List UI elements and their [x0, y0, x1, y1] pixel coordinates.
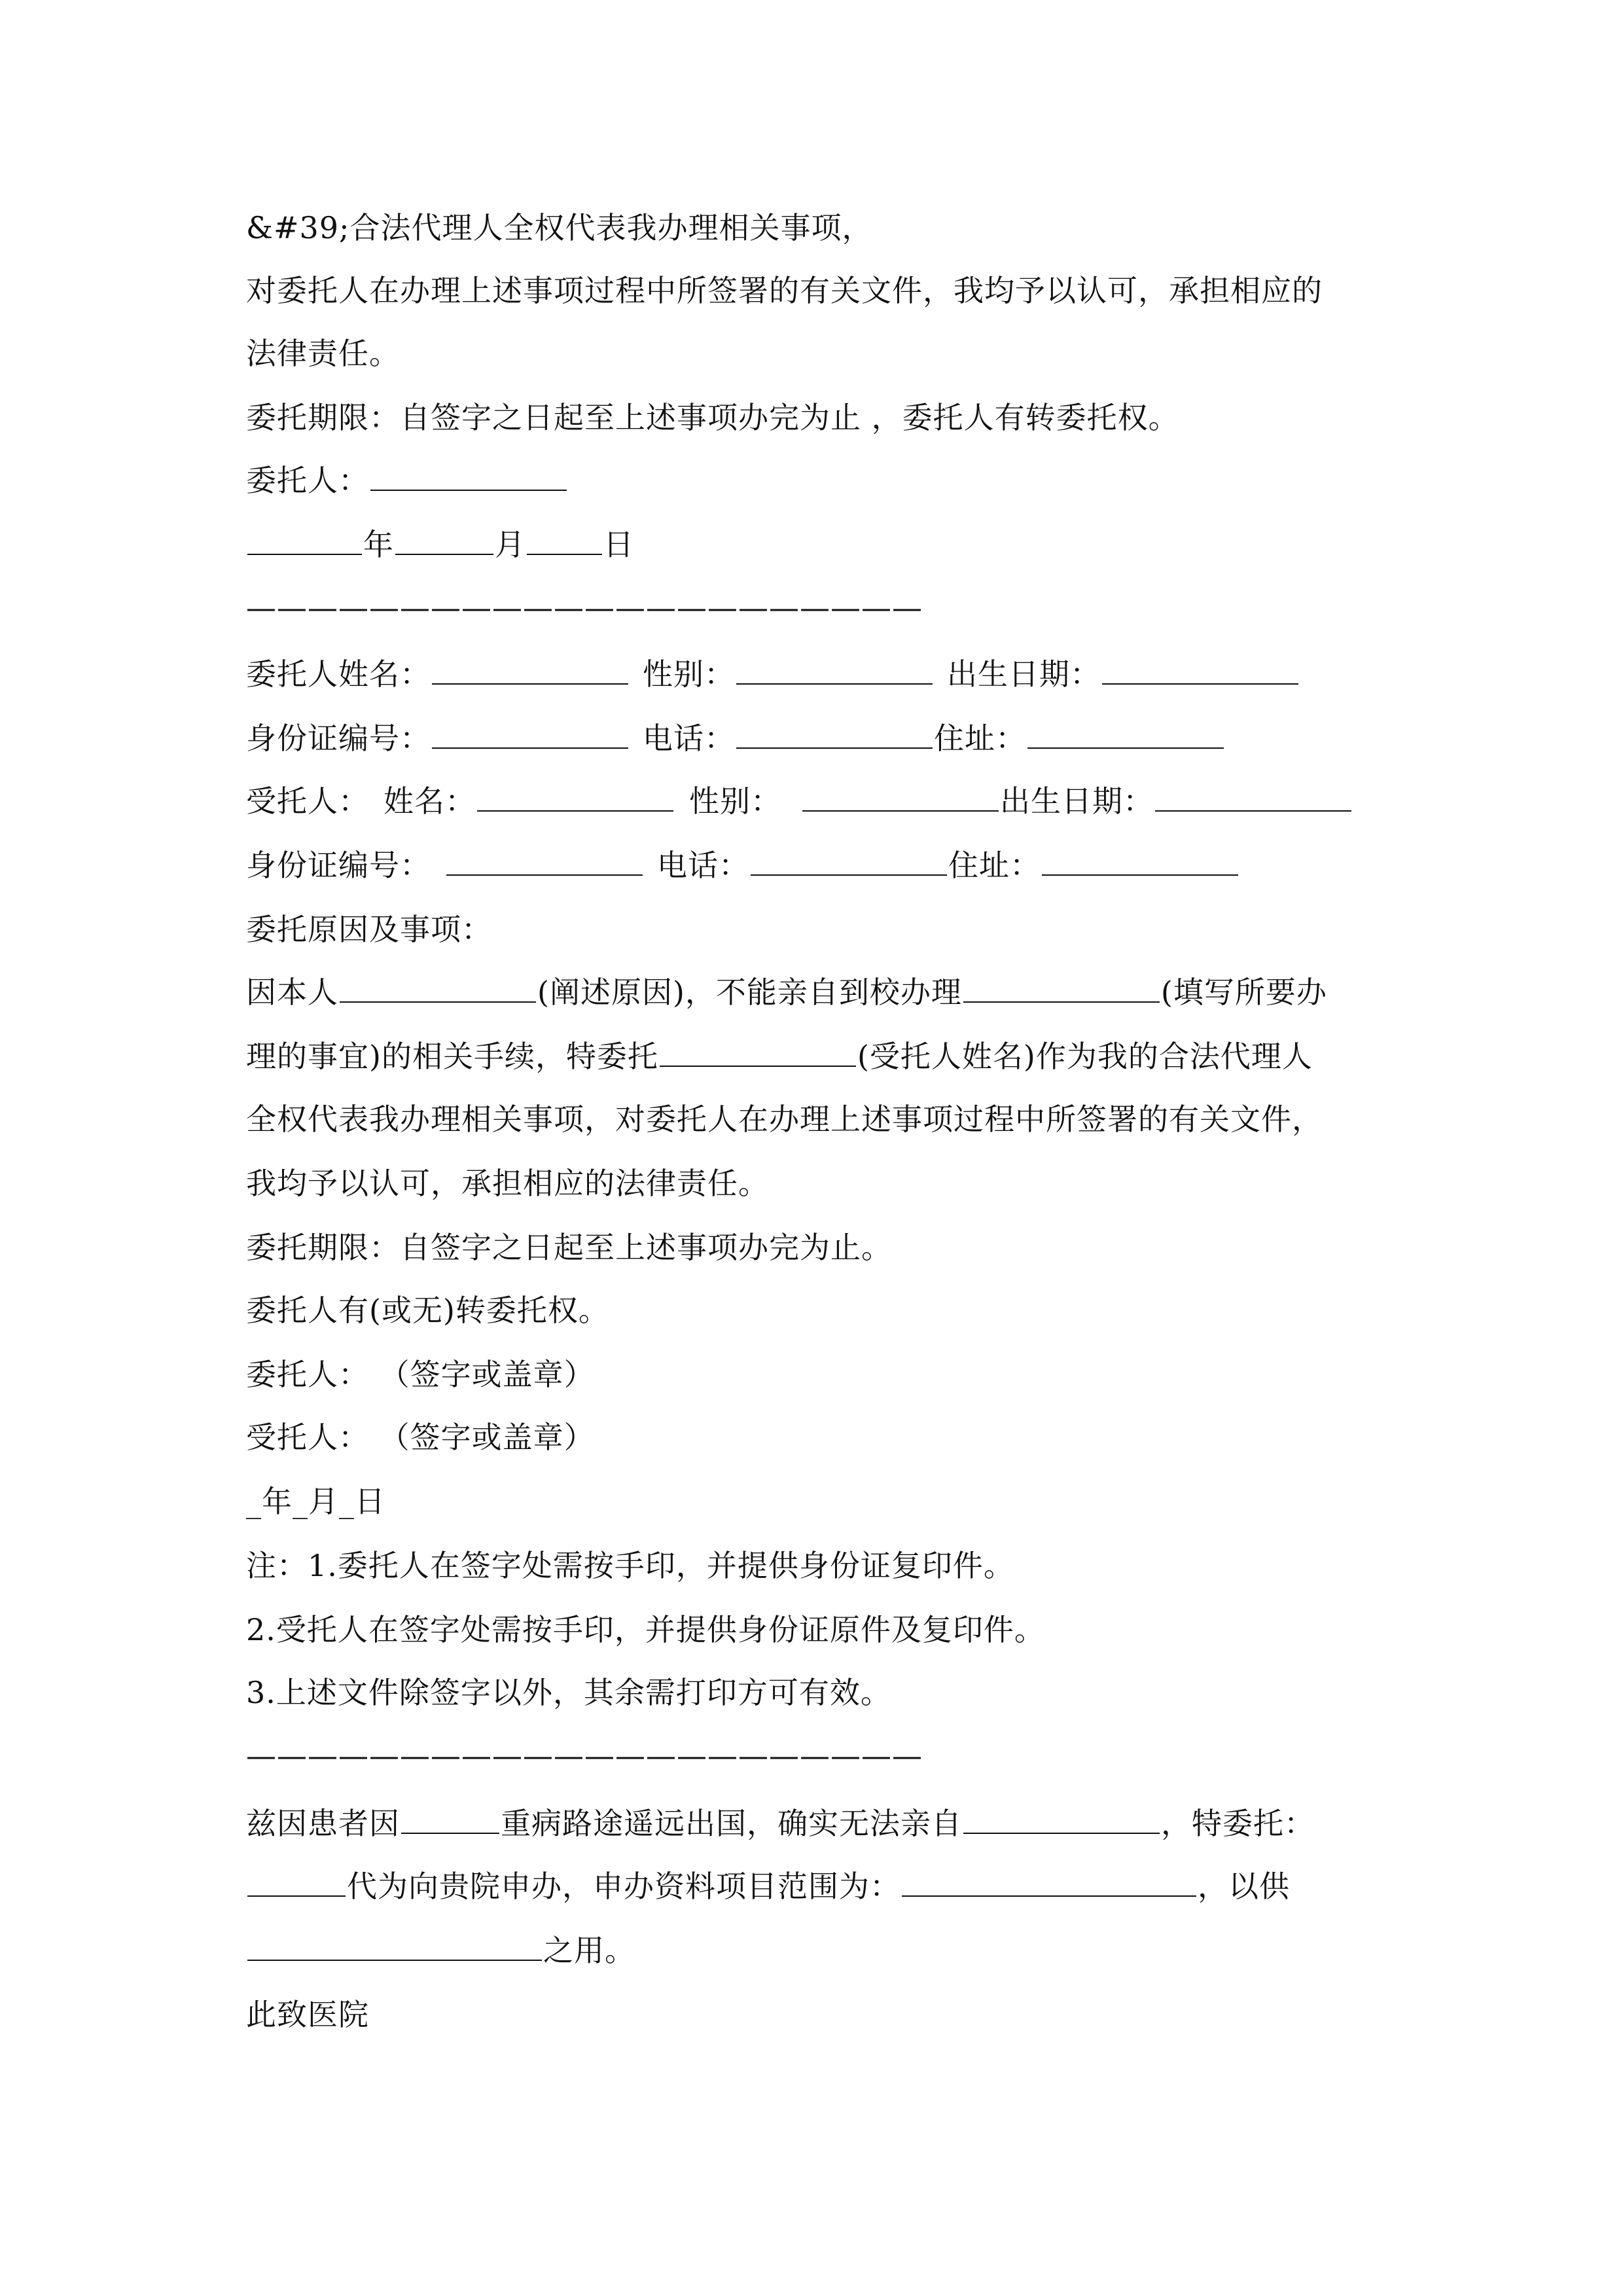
id-blank[interactable]: [432, 719, 628, 749]
phone-label: 电话：: [643, 721, 735, 756]
trustee-birthdate-blank[interactable]: [1155, 781, 1351, 812]
hospital-text: 之用。: [543, 1933, 635, 1968]
name-label: 委托人姓名：: [246, 656, 431, 692]
reason-title: 委托原因及事项：: [246, 912, 492, 947]
reason-line: 全权代表我办理相关事项，对委托人在办理上述事项过程中所签署的有关文件，: [246, 1102, 1323, 1137]
address-label: 住址：: [934, 721, 1026, 756]
note-line: 3.上述文件除签字以外，其余需打印方可有效。: [246, 1675, 891, 1710]
trustee-name-label: 姓名：: [383, 783, 476, 819]
reason-blank[interactable]: [340, 973, 536, 1003]
principal-sign-line: 委托人： （签字或盖章）: [246, 1357, 595, 1392]
trustee-address-label: 住址：: [948, 848, 1041, 883]
trustee-phone-blank[interactable]: [751, 846, 947, 876]
trustee-id-label: 身份证编号：: [246, 848, 431, 883]
section-divider: ——————————————————————: [246, 590, 923, 625]
hospital-text: ，以供: [1198, 1869, 1290, 1904]
day-label: 日: [603, 527, 634, 562]
birthdate-blank[interactable]: [1102, 655, 1298, 685]
trustee-phone-label: 电话：: [657, 848, 749, 883]
phone-blank[interactable]: [736, 719, 933, 749]
note-line: 注：1.委托人在签字处需按手印，并提供身份证复印件。: [246, 1548, 1014, 1583]
reason-text: 因本人: [246, 975, 338, 1010]
hospital-text: ，特委托：: [1161, 1806, 1315, 1841]
month-label: 月: [495, 527, 526, 562]
trustee-address-blank[interactable]: [1042, 846, 1238, 876]
gender-blank[interactable]: [736, 655, 933, 685]
patient-blank[interactable]: [401, 1804, 499, 1834]
trustee-gender-blank[interactable]: [802, 781, 999, 812]
section-divider: ——————————————————————: [246, 1738, 923, 1773]
reason-text: 理的事宜)的相关手续，特委托: [246, 1039, 658, 1074]
hospital-text: 代为向贵院申办，申办资料项目范围为：: [347, 1869, 901, 1904]
year-blank[interactable]: [247, 525, 362, 555]
term-clause: 委托期限：自签字之日起至上述事项办完为止。: [246, 1230, 892, 1265]
id-label: 身份证编号：: [246, 721, 431, 756]
principal-id-row: [246, 719, 1225, 758]
trustee-id-blank[interactable]: [446, 846, 643, 876]
trustee-birthdate-label: 出生日期：: [1000, 783, 1154, 819]
reason-line: [246, 1037, 1313, 1076]
hospital-text: 兹因患者因: [246, 1806, 400, 1841]
principal-info-row: [246, 655, 1300, 694]
paragraph-line: 对委托人在办理上述事项过程中所签署的有关文件，我均予以认可，承担相应的: [246, 273, 1323, 308]
trustee-label: 受托人：: [246, 783, 369, 819]
day-blank[interactable]: [527, 525, 602, 555]
reason-text: (受托人姓名)作为我的合法代理人: [857, 1039, 1313, 1074]
reason-text: (填写所要办: [1160, 975, 1327, 1010]
year-label: 年: [363, 527, 394, 562]
gender-label: 性别：: [643, 656, 735, 692]
trustee-info-row: [246, 781, 1353, 821]
hospital-line: [246, 1867, 1290, 1906]
trustee-id-row: [246, 846, 1240, 885]
date-line: [246, 525, 634, 564]
name-blank[interactable]: [432, 655, 628, 685]
action-blank[interactable]: [963, 1804, 1160, 1834]
matter-blank[interactable]: [963, 973, 1160, 1003]
agent-blank[interactable]: [247, 1867, 346, 1897]
reason-line: [246, 973, 1327, 1012]
hospital-line: [246, 1804, 1315, 1843]
date-line: _年_月_日: [246, 1484, 385, 1519]
signature-blank[interactable]: [370, 461, 567, 491]
reason-line: 我均予以认可，承担相应的法律责任。: [246, 1166, 769, 1201]
term-clause: 委托期限：自签字之日起至上述事项办完为止 ，委托人有转委托权。: [246, 400, 1179, 435]
paragraph-line: 法律责任。: [246, 336, 400, 371]
reason-text: (阐述原因)，不能亲自到校办理: [537, 975, 962, 1010]
birthdate-label: 出生日期：: [947, 656, 1101, 692]
principal-label: 委托人：: [246, 463, 369, 498]
paragraph-line: &#39;合法代理人全权代表我办理相关事项，: [246, 210, 873, 245]
hospital-line: [246, 1931, 635, 1970]
trustee-sign-line: 受托人： （签字或盖章）: [246, 1420, 595, 1455]
note-line: 2.受托人在签字处需按手印，并提供身份证原件及复印件。: [246, 1612, 1045, 1647]
trustee-name-fill-blank[interactable]: [660, 1037, 856, 1067]
scope-blank[interactable]: [902, 1867, 1196, 1897]
hospital-text: 重病路途遥远出国，确实无法亲自: [501, 1806, 962, 1841]
purpose-blank[interactable]: [247, 1931, 542, 1961]
month-blank[interactable]: [395, 525, 493, 555]
address-blank[interactable]: [1027, 719, 1224, 749]
closing-line: 此致医院: [246, 1997, 369, 2032]
principal-signature-line: [246, 461, 568, 500]
trustee-gender-label: 性别：: [689, 783, 781, 819]
transfer-clause: 委托人有(或无)转委托权。: [246, 1293, 609, 1328]
trustee-name-blank[interactable]: [477, 781, 673, 812]
